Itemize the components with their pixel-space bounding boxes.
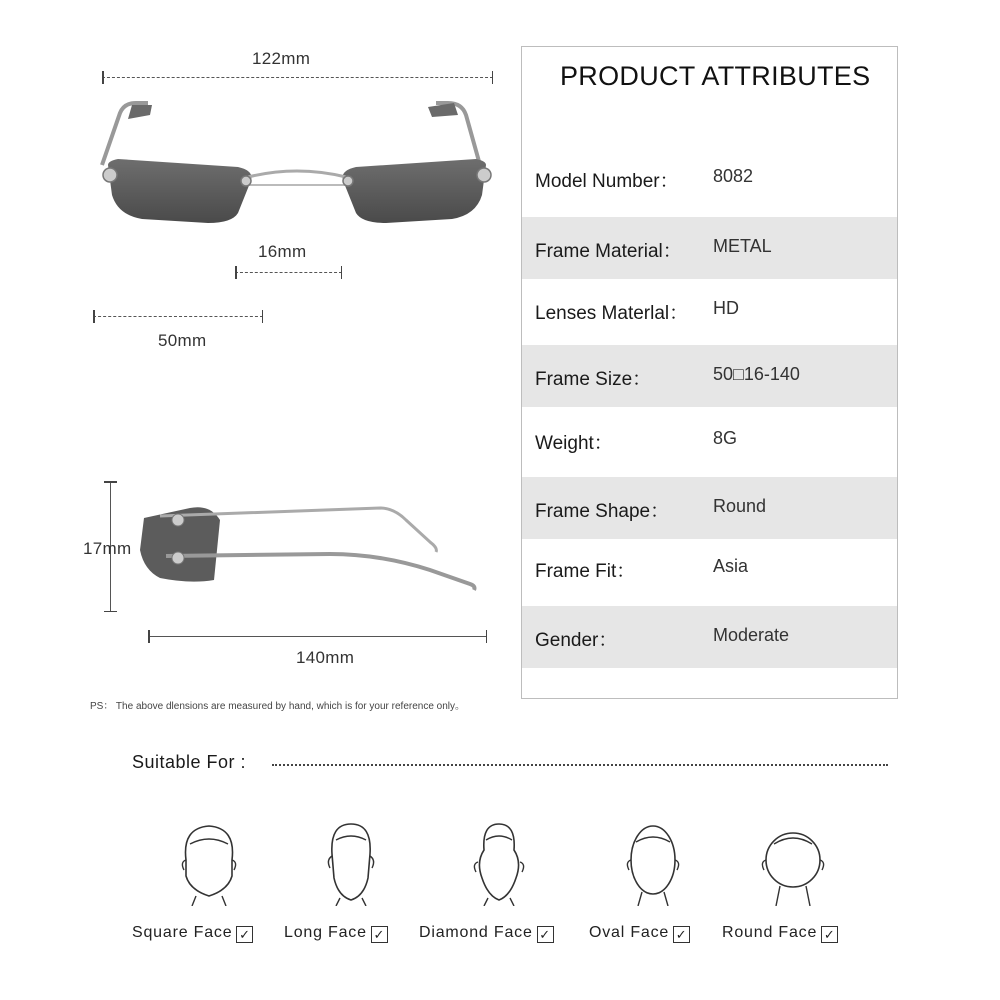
- temple-length-line: [148, 636, 487, 637]
- face-label-diamond: [419, 924, 554, 943]
- check-icon: ✓: [236, 926, 253, 943]
- attr-label: Frame Material：: [535, 241, 682, 262]
- attr-label: Lenses Materlal：: [535, 303, 689, 324]
- attr-row-model-number: [522, 147, 897, 209]
- bridge-line: [235, 272, 342, 273]
- round-face-icon: [760, 820, 826, 906]
- panel-title: PRODUCT ATTRIBUTES: [560, 61, 871, 91]
- measurement-note: PS： The above dlensions are measured by hand, which is for your reference only。: [90, 701, 466, 712]
- check-icon: ✓: [673, 926, 690, 943]
- temple-length-label: 140mm: [296, 648, 355, 667]
- attr-row-lenses-material: [522, 279, 897, 341]
- face-label-text: Oval Face: [589, 924, 670, 941]
- face-label-text: Long Face: [284, 924, 367, 941]
- glasses-side-image: [130, 490, 500, 600]
- check-icon: ✓: [371, 926, 388, 943]
- check-icon: ✓: [537, 926, 554, 943]
- square-face-icon: [176, 820, 242, 906]
- total-width-label: 122mm: [252, 49, 311, 68]
- attr-value: Moderate: [713, 625, 790, 645]
- lens-height-label: 17mm: [83, 539, 132, 558]
- face-label-text: Round Face: [722, 924, 818, 941]
- long-face-icon: [318, 820, 384, 906]
- oval-face-icon: [620, 820, 686, 906]
- face-label-square: [132, 924, 253, 943]
- lens-width-label: 50mm: [158, 331, 207, 350]
- glasses-front-image: [88, 95, 508, 235]
- attr-value: 50□16-140: [713, 364, 800, 384]
- attr-label: Frame Fit：: [535, 561, 636, 582]
- bridge-label: 16mm: [258, 242, 307, 261]
- face-label-round: [722, 924, 838, 943]
- product-attributes-panel: [521, 46, 898, 699]
- attr-label: Frame Size：: [535, 369, 652, 390]
- attr-value: 8G: [713, 428, 738, 448]
- face-label-oval: [589, 924, 690, 943]
- attr-value: Asia: [713, 556, 749, 576]
- face-label-text: Diamond Face: [419, 924, 533, 941]
- attr-row-frame-size: [522, 345, 897, 407]
- total-width-line: [102, 77, 493, 78]
- face-label-text: Square Face: [132, 924, 233, 941]
- attr-row-weight: [522, 409, 897, 471]
- check-icon: ✓: [821, 926, 838, 943]
- lens-width-line: [93, 316, 263, 317]
- attr-label: Model Number：: [535, 171, 679, 192]
- attr-value: Round: [713, 496, 767, 516]
- diamond-face-icon: [466, 820, 532, 906]
- attr-row-frame-fit: [522, 537, 897, 599]
- attr-label: Weight：: [535, 433, 613, 454]
- attr-value: 8082: [713, 166, 754, 186]
- attr-label: Frame Shape：: [535, 501, 670, 522]
- attr-row-frame-shape: [522, 477, 897, 539]
- attr-value: HD: [713, 298, 739, 318]
- attr-row-frame-material: [522, 217, 897, 279]
- dotted-divider: [272, 764, 888, 766]
- face-label-long: [284, 924, 388, 943]
- suitable-for-heading: Suitable For :: [132, 752, 247, 772]
- attr-row-gender: [522, 606, 897, 668]
- attr-label: Gender：: [535, 630, 618, 651]
- attr-value: METAL: [713, 236, 772, 256]
